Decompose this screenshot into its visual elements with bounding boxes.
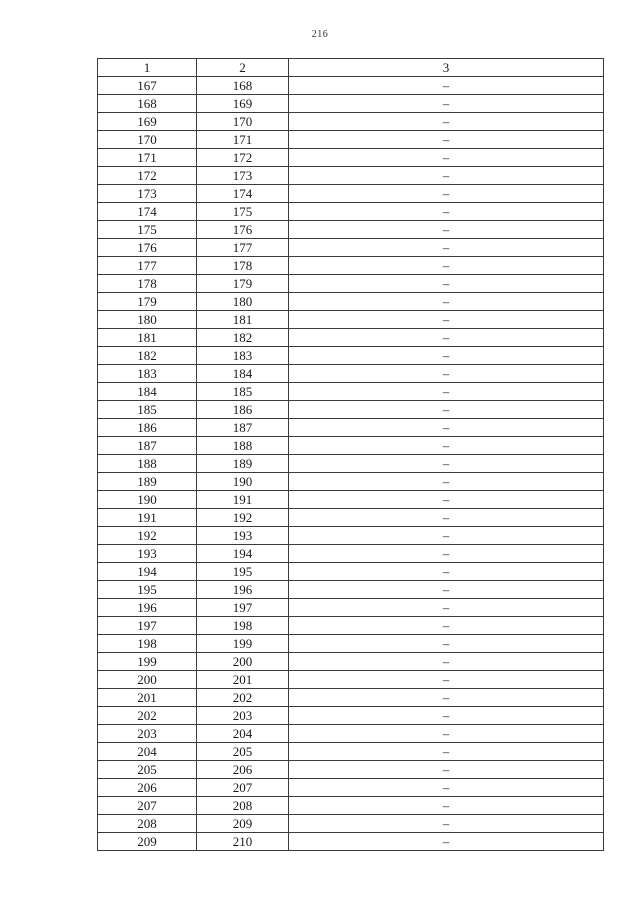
col2-cell: 198 bbox=[197, 617, 289, 635]
col1-cell: 181 bbox=[98, 329, 197, 347]
col3-cell: – bbox=[289, 653, 604, 671]
page-number: 216 bbox=[311, 29, 329, 40]
col1-cell: 202 bbox=[98, 707, 197, 725]
col3-cell: – bbox=[289, 239, 604, 257]
col1-cell: 203 bbox=[98, 725, 197, 743]
col2-cell: 205 bbox=[197, 743, 289, 761]
table-row bbox=[98, 815, 604, 833]
col2-cell: 169 bbox=[197, 95, 289, 113]
col1-cell: 200 bbox=[98, 671, 197, 689]
col2-cell: 175 bbox=[197, 203, 289, 221]
col2-cell: 204 bbox=[197, 725, 289, 743]
col2-cell: 195 bbox=[197, 563, 289, 581]
col2-cell: 188 bbox=[197, 437, 289, 455]
table-row bbox=[98, 707, 604, 725]
column-header-2: 2 bbox=[197, 59, 289, 77]
table-row bbox=[98, 437, 604, 455]
col1-cell: 184 bbox=[98, 383, 197, 401]
table-row bbox=[98, 653, 604, 671]
col2-cell: 177 bbox=[197, 239, 289, 257]
col3-cell: – bbox=[289, 455, 604, 473]
col3-cell: – bbox=[289, 527, 604, 545]
col3-cell: – bbox=[289, 761, 604, 779]
col2-cell: 196 bbox=[197, 581, 289, 599]
col1-cell: 196 bbox=[98, 599, 197, 617]
col3-cell: – bbox=[289, 437, 604, 455]
col3-cell: – bbox=[289, 149, 604, 167]
table-row bbox=[98, 491, 604, 509]
col1-cell: 174 bbox=[98, 203, 197, 221]
col3-cell: – bbox=[289, 293, 604, 311]
table-row bbox=[98, 455, 604, 473]
col2-cell: 193 bbox=[197, 527, 289, 545]
table-row bbox=[98, 635, 604, 653]
table-row bbox=[98, 95, 604, 113]
col2-cell: 200 bbox=[197, 653, 289, 671]
col2-cell: 187 bbox=[197, 419, 289, 437]
table-row bbox=[98, 581, 604, 599]
col1-cell: 182 bbox=[98, 347, 197, 365]
col2-cell: 206 bbox=[197, 761, 289, 779]
table-row bbox=[98, 329, 604, 347]
col3-cell: – bbox=[289, 113, 604, 131]
table-row bbox=[98, 833, 604, 851]
col1-cell: 187 bbox=[98, 437, 197, 455]
col2-cell: 186 bbox=[197, 401, 289, 419]
col3-cell: – bbox=[289, 257, 604, 275]
table-row bbox=[98, 509, 604, 527]
col3-cell: – bbox=[289, 347, 604, 365]
table-row bbox=[98, 779, 604, 797]
col3-cell: – bbox=[289, 167, 604, 185]
col1-cell: 207 bbox=[98, 797, 197, 815]
col1-cell: 195 bbox=[98, 581, 197, 599]
table-row bbox=[98, 203, 604, 221]
col3-cell: – bbox=[289, 725, 604, 743]
col1-cell: 173 bbox=[98, 185, 197, 203]
table-row bbox=[98, 185, 604, 203]
col2-cell: 201 bbox=[197, 671, 289, 689]
table-row bbox=[98, 275, 604, 293]
col2-cell: 189 bbox=[197, 455, 289, 473]
col1-cell: 208 bbox=[98, 815, 197, 833]
col1-cell: 183 bbox=[98, 365, 197, 383]
table-row bbox=[98, 347, 604, 365]
col2-cell: 184 bbox=[197, 365, 289, 383]
col3-cell: – bbox=[289, 599, 604, 617]
table-row bbox=[98, 77, 604, 95]
col2-cell: 182 bbox=[197, 329, 289, 347]
col3-cell: – bbox=[289, 95, 604, 113]
header-row bbox=[98, 59, 604, 77]
col3-cell: – bbox=[289, 797, 604, 815]
col2-cell: 171 bbox=[197, 131, 289, 149]
col3-cell: – bbox=[289, 311, 604, 329]
col2-cell: 202 bbox=[197, 689, 289, 707]
col2-cell: 183 bbox=[197, 347, 289, 365]
col3-cell: – bbox=[289, 77, 604, 95]
table-row bbox=[98, 311, 604, 329]
col2-cell: 176 bbox=[197, 221, 289, 239]
table-row bbox=[98, 131, 604, 149]
col3-cell: – bbox=[289, 383, 604, 401]
table-row bbox=[98, 149, 604, 167]
table-row bbox=[98, 545, 604, 563]
table-row bbox=[98, 365, 604, 383]
col3-cell: – bbox=[289, 563, 604, 581]
col3-cell: – bbox=[289, 689, 604, 707]
col1-cell: 209 bbox=[98, 833, 197, 851]
col1-cell: 172 bbox=[98, 167, 197, 185]
col1-cell: 167 bbox=[98, 77, 197, 95]
column-header-3: 3 bbox=[289, 59, 604, 77]
col3-cell: – bbox=[289, 203, 604, 221]
col1-cell: 197 bbox=[98, 617, 197, 635]
table-row bbox=[98, 113, 604, 131]
col2-cell: 173 bbox=[197, 167, 289, 185]
col1-cell: 206 bbox=[98, 779, 197, 797]
table-row bbox=[98, 167, 604, 185]
column-header-1: 1 bbox=[98, 59, 197, 77]
table-row bbox=[98, 725, 604, 743]
col1-cell: 176 bbox=[98, 239, 197, 257]
col1-cell: 201 bbox=[98, 689, 197, 707]
col1-cell: 177 bbox=[98, 257, 197, 275]
table-row bbox=[98, 257, 604, 275]
col3-cell: – bbox=[289, 185, 604, 203]
table-row bbox=[98, 401, 604, 419]
col3-cell: – bbox=[289, 779, 604, 797]
col1-cell: 189 bbox=[98, 473, 197, 491]
table-row bbox=[98, 599, 604, 617]
col1-cell: 204 bbox=[98, 743, 197, 761]
table-row bbox=[98, 617, 604, 635]
col2-cell: 203 bbox=[197, 707, 289, 725]
col2-cell: 178 bbox=[197, 257, 289, 275]
col3-cell: – bbox=[289, 581, 604, 599]
col1-cell: 193 bbox=[98, 545, 197, 563]
col3-cell: – bbox=[289, 617, 604, 635]
col1-cell: 185 bbox=[98, 401, 197, 419]
col2-cell: 179 bbox=[197, 275, 289, 293]
col2-cell: 174 bbox=[197, 185, 289, 203]
table-row bbox=[98, 797, 604, 815]
col3-cell: – bbox=[289, 401, 604, 419]
col2-cell: 185 bbox=[197, 383, 289, 401]
col2-cell: 190 bbox=[197, 473, 289, 491]
col1-cell: 191 bbox=[98, 509, 197, 527]
col2-cell: 197 bbox=[197, 599, 289, 617]
table-row bbox=[98, 383, 604, 401]
table-row bbox=[98, 221, 604, 239]
col1-cell: 170 bbox=[98, 131, 197, 149]
col3-cell: – bbox=[289, 131, 604, 149]
col1-cell: 168 bbox=[98, 95, 197, 113]
col1-cell: 169 bbox=[98, 113, 197, 131]
table-row bbox=[98, 293, 604, 311]
col2-cell: 191 bbox=[197, 491, 289, 509]
col3-cell: – bbox=[289, 365, 604, 383]
col3-cell: – bbox=[289, 545, 604, 563]
col2-cell: 210 bbox=[197, 833, 289, 851]
col3-cell: – bbox=[289, 221, 604, 239]
col1-cell: 186 bbox=[98, 419, 197, 437]
col1-cell: 205 bbox=[98, 761, 197, 779]
table-row bbox=[98, 689, 604, 707]
table-row bbox=[98, 671, 604, 689]
table-row bbox=[98, 527, 604, 545]
table-row bbox=[98, 419, 604, 437]
col2-cell: 209 bbox=[197, 815, 289, 833]
col1-cell: 190 bbox=[98, 491, 197, 509]
col1-cell: 188 bbox=[98, 455, 197, 473]
col1-cell: 171 bbox=[98, 149, 197, 167]
col2-cell: 192 bbox=[197, 509, 289, 527]
col2-cell: 170 bbox=[197, 113, 289, 131]
table-row bbox=[98, 743, 604, 761]
col1-cell: 192 bbox=[98, 527, 197, 545]
col3-cell: – bbox=[289, 635, 604, 653]
col2-cell: 168 bbox=[197, 77, 289, 95]
table-row bbox=[98, 239, 604, 257]
data-table bbox=[97, 58, 604, 851]
col1-cell: 178 bbox=[98, 275, 197, 293]
col3-cell: – bbox=[289, 671, 604, 689]
col3-cell: – bbox=[289, 509, 604, 527]
table-row bbox=[98, 563, 604, 581]
col1-cell: 199 bbox=[98, 653, 197, 671]
col2-cell: 199 bbox=[197, 635, 289, 653]
col3-cell: – bbox=[289, 815, 604, 833]
col2-cell: 181 bbox=[197, 311, 289, 329]
col3-cell: – bbox=[289, 419, 604, 437]
col2-cell: 180 bbox=[197, 293, 289, 311]
col3-cell: – bbox=[289, 473, 604, 491]
table-row bbox=[98, 761, 604, 779]
col2-cell: 172 bbox=[197, 149, 289, 167]
col3-cell: – bbox=[289, 743, 604, 761]
col1-cell: 198 bbox=[98, 635, 197, 653]
col3-cell: – bbox=[289, 707, 604, 725]
col3-cell: – bbox=[289, 833, 604, 851]
col3-cell: – bbox=[289, 275, 604, 293]
col2-cell: 207 bbox=[197, 779, 289, 797]
col3-cell: – bbox=[289, 329, 604, 347]
col1-cell: 180 bbox=[98, 311, 197, 329]
table-row bbox=[98, 473, 604, 491]
col3-cell: – bbox=[289, 491, 604, 509]
table-body bbox=[98, 77, 604, 851]
col1-cell: 179 bbox=[98, 293, 197, 311]
col2-cell: 208 bbox=[197, 797, 289, 815]
col1-cell: 175 bbox=[98, 221, 197, 239]
col2-cell: 194 bbox=[197, 545, 289, 563]
col1-cell: 194 bbox=[98, 563, 197, 581]
